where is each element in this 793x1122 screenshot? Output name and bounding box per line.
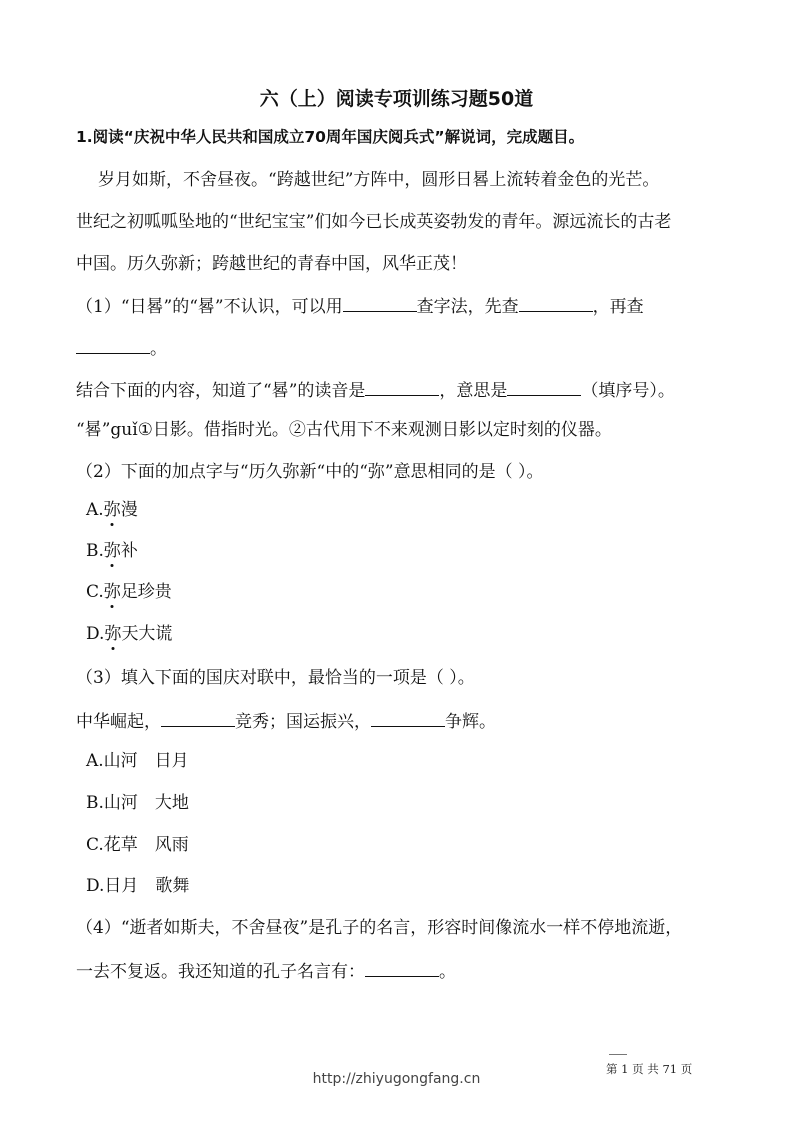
subquestion-1-line-1 [76, 297, 644, 316]
dotted-character: 弥 [103, 500, 121, 520]
page-number: 第 1 页 共 71 页 [606, 1062, 693, 1076]
passage-line-1: 岁月如斯，不舍昼夜。“跨越世纪”方阵中，圆形日晷上流转着金色的光芒。 [98, 170, 660, 190]
subquestion-1-text-a: （1）“日晷”的“晷”不认识，可以用 [76, 297, 343, 317]
subquestion-1-line-2 [76, 339, 167, 358]
option-3c: C.花草 风雨 [86, 835, 189, 855]
question-1-heading: 1.阅读“庆祝中华人民共和国成立70周年国庆阅兵式”解说词，完成题目。 [76, 128, 585, 146]
passage-line-2: 世纪之初呱呱坠地的“世纪宝宝”们如今已长成英姿勃发的青年。源远流长的古老 [76, 212, 672, 232]
subquestion-1-line-3 [76, 381, 675, 400]
option-text: 足珍贵 [120, 582, 172, 602]
option-3d: D.日月 歌舞 [86, 876, 190, 896]
answer-blank [365, 962, 439, 977]
option-letter: D. [86, 624, 105, 644]
dictionary-entry [76, 422, 612, 439]
subquestion-4-line-2 [76, 962, 456, 981]
couplet-line [76, 712, 496, 731]
option-2b [86, 543, 138, 560]
option-letter: C. [86, 582, 104, 602]
subquestion-1-text-b: 查字法，先查 [416, 297, 519, 317]
couplet-part-1: 中华崛起， [76, 712, 161, 732]
dotted-character: 弥 [103, 541, 121, 561]
option-text: 天大谎 [121, 624, 173, 644]
footer-url[interactable]: http://zhiyugongfang.cn [312, 1071, 481, 1087]
option-text: 漫 [120, 500, 138, 520]
answer-blank [365, 381, 439, 396]
pronunciation-prompt: 结合下面的内容，知道了“晷”的读音是 [76, 381, 366, 401]
option-letter: B. [86, 541, 104, 561]
option-letter: A. [86, 500, 104, 520]
answer-blank [371, 712, 445, 727]
dotted-character: 弥 [103, 582, 121, 602]
page-title: 六（上）阅读专项训练习题50道 [259, 88, 534, 110]
couplet-part-2: 竞秀；国运振兴， [235, 712, 371, 732]
meaning-prompt: ，意思是 [439, 381, 508, 401]
answer-blank [507, 381, 581, 396]
option-3b: B.山河 大地 [86, 793, 189, 813]
subquestion-2-text: （2）下面的加点字与“历久弥新“中的“弥”意思相同的是（ ）。 [76, 462, 544, 482]
dictionary-meaning-1: ①日影。借指时光。 [137, 420, 289, 440]
option-3a: A.山河 日月 [86, 751, 189, 771]
answer-blank [519, 297, 593, 312]
fill-number-hint: （填序号）。 [581, 381, 675, 401]
option-2c [86, 584, 172, 601]
couplet-part-3: 争辉。 [445, 712, 496, 732]
option-2a [86, 502, 138, 519]
dictionary-headword: “晷”guǐ [76, 420, 138, 440]
period: 。 [150, 339, 167, 359]
answer-blank [161, 712, 235, 727]
dictionary-meaning-2: ②古代用下不来观测日影以定时刻的仪器。 [288, 420, 612, 440]
passage-line-3: 中国。历久弥新；跨越世纪的青春中国，风华正茂！ [76, 254, 467, 274]
dotted-character: 弥 [104, 624, 122, 644]
subquestion-4-line-1: （4）“逝者如斯夫，不舍昼夜”是孔子的名言，形容时间像流水一样不停地流逝， [76, 918, 683, 938]
subquestion-3-text: （3）填入下面的国庆对联中，最恰当的一项是（ ）。 [76, 668, 475, 688]
option-text: 补 [120, 541, 138, 561]
answer-blank [343, 297, 417, 312]
subquestion-1-text-c: ，再查 [592, 297, 644, 317]
period: 。 [439, 962, 456, 982]
answer-blank [76, 339, 150, 354]
subquestion-4-prompt: 一去不复返。我还知道的孔子名言有： [76, 962, 365, 982]
option-2d [86, 626, 172, 643]
footer-rule [609, 1054, 627, 1055]
